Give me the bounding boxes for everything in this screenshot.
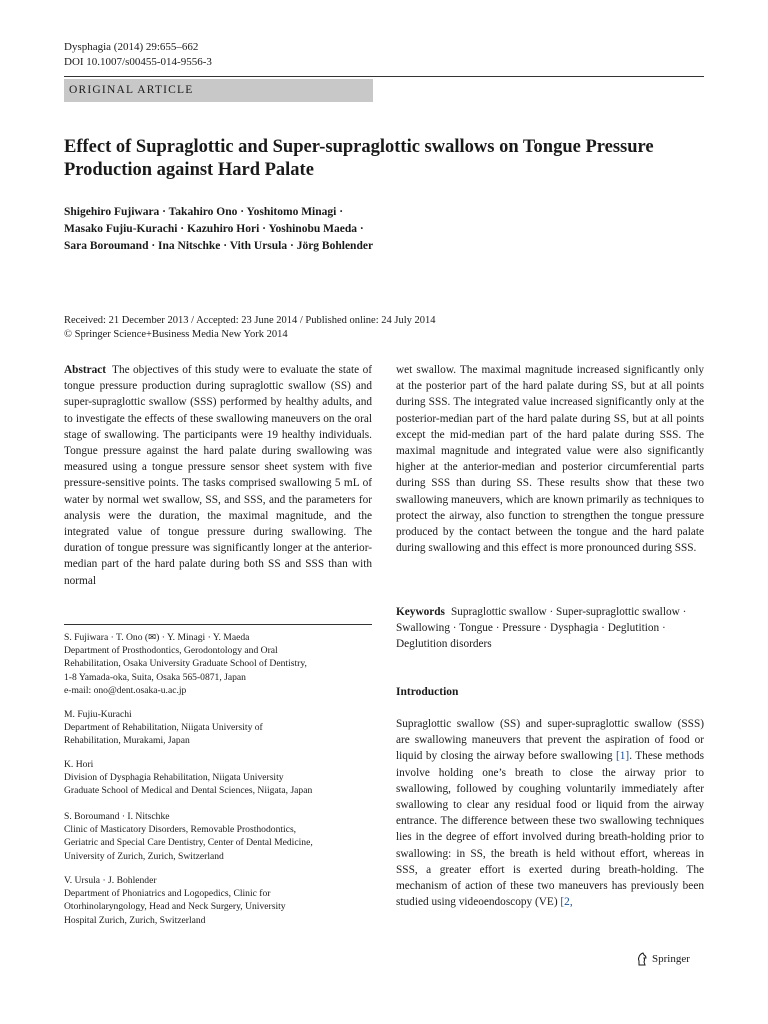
abstract-right-column: wet swallow. The maximal magnitude increased significantly only at the posterior part of the hard palate during SS, but at all points during SSS. The integrated value increased significantly only at the posterior-median part of the hard palate during SS, but at all points except the mid-median part of the hard palate during SSS. The maximal magnitude and integrated value were also significantly higher at the anterior-median and posterior circumferential parts during SSS than during SS. These results show that these two swallowing maneuvers, which are known primarily as techniques to protect the airway, also function to strengthen the tongue pressure produced by the contact between the tongue and the hard palate during swallowing and this effect is more pronounced during SSS. (396, 364, 704, 555)
affiliation-names: S. Fujiwara · T. Ono (✉) · Y. Minagi · Y. Maeda (64, 632, 250, 643)
affiliation-names: V. Ursula · J. Bohlender (64, 875, 157, 886)
affiliation-line: Department of Prosthodontics, Gerodontology and Oral (64, 645, 278, 657)
keywords (396, 604, 704, 653)
affiliation-line: Graduate School of Medical and Dental Sciences, Niigata, Japan (64, 785, 313, 797)
affiliation-line: Rehabilitation, Osaka University Graduate School of Dentistry, (64, 658, 307, 670)
publication-dates (64, 314, 704, 342)
springer-knight-icon (636, 952, 648, 966)
author-line[interactable]: Masako Fujiu-Kurachi · Kazuhiro Hori · Yoshinobu Maeda · (64, 223, 364, 235)
author-line[interactable]: Shigehiro Fujiwara · Takahiro Ono · Yoshitomo Minagi · (64, 206, 344, 218)
introduction-text (396, 716, 704, 910)
abstract-label: Abstract (64, 364, 107, 376)
publisher-logo (636, 952, 690, 966)
author-line[interactable]: Sara Boroumand · Ina Nitschke · Vith Ursula · Jörg Bohlender (64, 240, 374, 252)
affiliation-line: Clinic of Masticatory Disorders, Removable Prosthodontics, (64, 824, 297, 836)
affiliation-names: M. Fujiu-Kurachi (64, 709, 132, 720)
article-type-banner: ORIGINAL ARTICLE (64, 79, 373, 102)
keywords-label: Keywords (396, 606, 445, 618)
author-list (64, 204, 704, 255)
affiliation-line: Department of Rehabilitation, Niigata University of (64, 722, 263, 734)
journal-citation: Dysphagia (2014) 29:655–662 (64, 41, 199, 53)
citation-link[interactable]: [2, (560, 896, 573, 909)
affiliation-line: Hospital Zurich, Zurich, Switzerland (64, 914, 206, 926)
affiliation-line: Division of Dysphagia Rehabilitation, Niigata University (64, 772, 284, 784)
article-title: Effect of Supraglottic and Super-supraglottic swallows on Tongue Pressure Production against Hard Palate (64, 137, 654, 180)
affiliation-line: Rehabilitation, Murakami, Japan (64, 735, 190, 747)
copyright: © Springer Science+Business Media New York 2014 (64, 329, 288, 340)
affiliation-line: Geriatric and Special Care Dentistry, Center of Dental Medicine, (64, 837, 313, 849)
journal-reference (64, 40, 212, 70)
affiliation-names: K. Hori (64, 759, 94, 770)
keywords-text: Supraglottic swallow · Super-supraglottic swallow · Swallowing · Tongue · Pressure · Dysphagia · Deglutition · Deglutition disorders (396, 606, 687, 651)
affiliation-line: University of Zurich, Zurich, Switzerland (64, 850, 224, 862)
affiliation-block (64, 810, 372, 863)
citation-link[interactable]: [1] (616, 750, 630, 763)
received-accepted-dates: Received: 21 December 2013 / Accepted: 23 June 2014 / Published online: 24 July 2014 (64, 315, 436, 326)
affiliation-line: Otorhinolaryngology, Head and Neck Surgery, University (64, 901, 286, 913)
affiliation-line: 1-8 Yamada-oka, Suita, Osaka 565-0871, Japan (64, 671, 246, 683)
abstract-left-column (64, 362, 372, 589)
affiliation-block (64, 631, 372, 697)
affiliation-block (64, 758, 372, 798)
affiliation-block (64, 874, 372, 927)
affiliation-block (64, 708, 372, 748)
header-rule (64, 76, 704, 77)
intro-text-part: . These methods involve holding one’s breath to close the airway prior to swallowing, followed by coughing voluntarily immediately after swallowing to clear any residual food or liquid from the airway entrance. The difference between these two swallowing techniques lies in the degree of effort involved during breath-holding prior to swallowing: in SS, the breath is held without effort, whereas in SSS, a greater effort is exerted during breath-holding. The mechanism of action of these two maneuvers has previously been studied using videoendoscopy (VE) (396, 750, 704, 909)
abstract-text: The objectives of this study were to evaluate the state of tongue pressure production during supraglottic swallow (SS) and super-supraglottic swallow (SSS) performed by healthy adults, and to investigate the effects of these swallowing maneuvers on the oral stage of swallowing. The participants were 19 healthy individuals. Tongue pressure against the hard palate during swallowing was measured using a tongue pressure sensor sheet system with five pressure-sensitive points. The tasks comprised swallowing 5 mL of water by normal wet swallow, SS, and SSS, and the parameters for analysis were the duration, the maximal magnitude, and the integrated value of tongue pressure during swallowing. The duration of tongue pressure was significantly longer at the anterior-median part of the hard palate during both SS and SSS than with normal (64, 364, 372, 587)
affiliation-email[interactable]: e-mail: ono@dent.osaka-u.ac.jp (64, 684, 187, 696)
affiliation-line: Department of Phoniatrics and Logopedics, Clinic for (64, 888, 271, 900)
affiliation-names: S. Boroumand · I. Nitschke (64, 811, 170, 822)
publisher-name: Springer (652, 953, 690, 965)
introduction-heading: Introduction (396, 686, 459, 698)
intro-text-part: Supraglottic swallow (SS) and super-supraglottic swallow (SSS) are swallowing maneuvers that prevent the aspiration of food or liquid by closing the airway before swallowing (396, 718, 704, 763)
doi[interactable]: DOI 10.1007/s00455-014-9556-3 (64, 56, 212, 68)
affiliation-rule (64, 624, 372, 625)
